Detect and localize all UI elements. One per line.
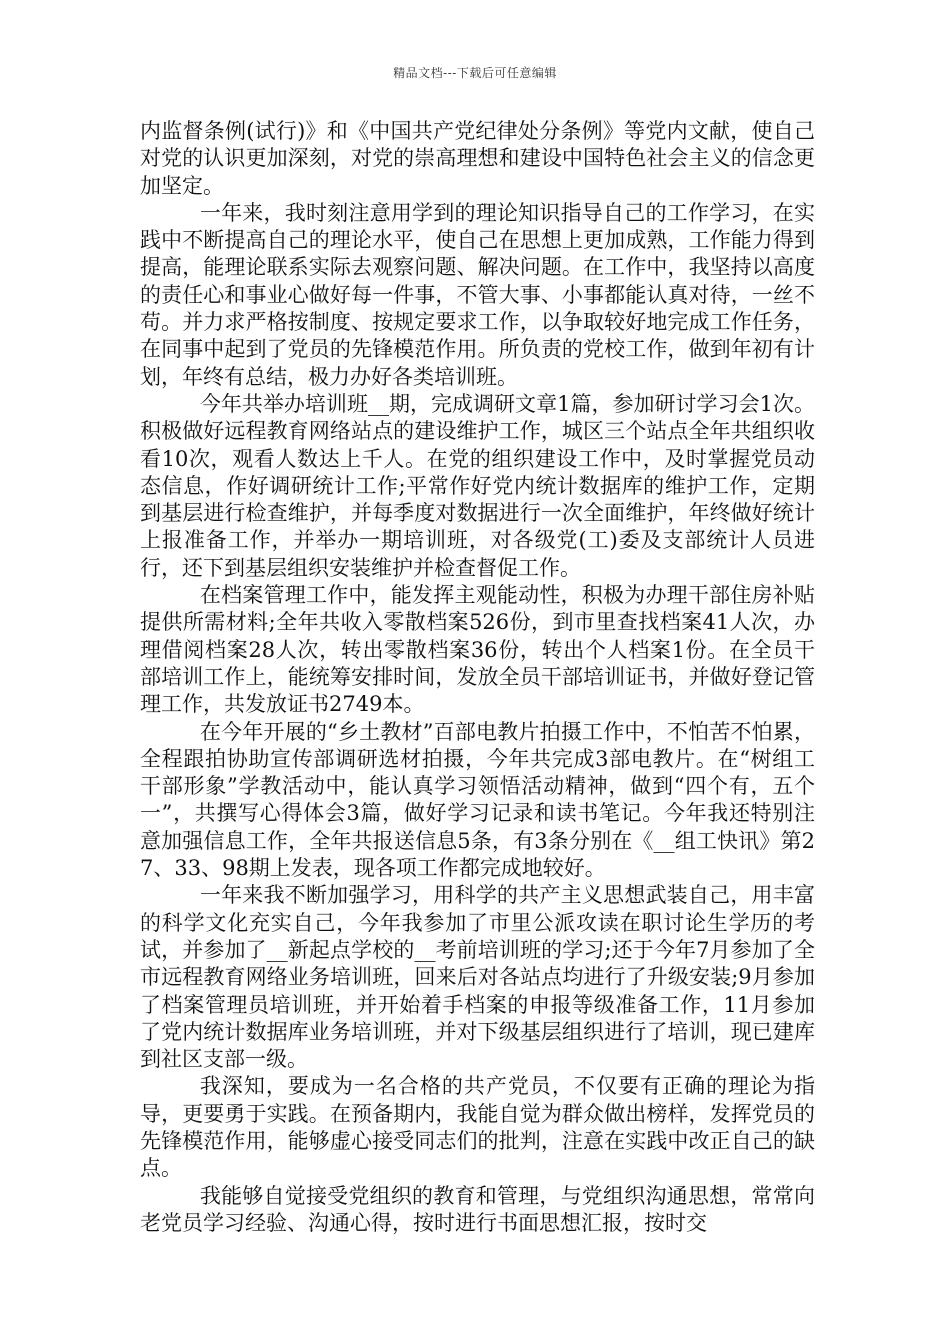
paragraph-7: 我深知，要成为一名合格的共产党员，不仅要有正确的理论为指导，更要勇于实践。在预备期内，我能自觉为群众做出榜样，发挥党员的先锋模范作用，能够虚心接受同志们的批判，注意在实践中改正自己的缺点。 bbox=[140, 1074, 815, 1181]
paragraph-4: 在档案管理工作中，能发挥主观能动性，积极为办理干部住房补贴提供所需材料;全年共收入零散档案526份，到市里查找档案41人次，办理借阅档案28人次，转出零散档案36份，转出个人档案1份。在全员干部培训工作上，能统筹安排时间，发放全员干部培训证书，并做好登记管理工作，共发放证书2749本。 bbox=[140, 583, 815, 717]
page-header: 精品文档---下载后可任意编辑 bbox=[393, 66, 557, 80]
paragraph-3: 今年共举办培训班__期，完成调研文章1篇，参加研讨学习会1次。积极做好远程教育网络站点的建设维护工作，城区三个站点全年共组织收看10次，观看人数达上千人。在党的组织建设工作中，及时掌握党员动态信息，作好调研统计工作;平常作好党内统计数据库的维护工作，定期到基层进行检查维护，并每季度对数据进行一次全面维护，年终做好统计上报准备工作，并举办一期培训班，对各级党(工)委及支部统计人员进行，还下到基层组织安装维护并检查督促工作。 bbox=[140, 391, 815, 580]
paragraph-5: 在今年开展的“乡土教材”百部电教片拍摄工作中，不怕苦不怕累，全程跟拍协助宣传部调研选材拍摄，今年共完成3部电教片。在“树组工干部形象”学教活动中，能认真学习领悟活动精神，做到“四个有，五个一”，共撰写心得体会3篇，做好学习记录和读书笔记。今年我还特别注意加强信息工作，全年共报送信息5条，有3条分别在《__组工快讯》第27、33、98期上发表，现各项工作都完成地较好。 bbox=[140, 719, 815, 881]
paragraph-1: 内监督条例(试行)》和《中国共产党纪律处分条例》等党内文献，使自己对党的认识更加深刻，对党的崇高理想和建设中国特色社会主义的信念更加坚定。 bbox=[140, 119, 815, 198]
paragraph-8: 我能够自觉接受党组织的教育和管理，与党组织沟通思想，常常向老党员学习经验、沟通心得，按时进行书面思想汇报，按时交 bbox=[140, 1183, 815, 1235]
paragraph-2: 一年来，我时刻注意用学到的理论知识指导自己的工作学习，在实践中不断提高自己的理论水平，使自己在思想上更加成熟，工作能力得到提高，能理论联系实际去观察问题、解决问题。在工作中，我坚持以高度的责任心和事业心做好每一件事，不管大事、小事都能认真对待，一丝不苟。并力求严格按制度、按规定要求工作，以争取较好地完成工作任务，在同事中起到了党员的先锋模范作用。所负责的党校工作，做到年初有计划，年终有总结，极力办好各类培训班。 bbox=[140, 200, 815, 389]
document-body bbox=[140, 118, 815, 1237]
paragraph-6: 一年来我不断加强学习，用科学的共产主义思想武装自己，用丰富的科学文化充实自己，今年我参加了市里公派攻读在职讨论生学历的考试，并参加了__新起点学校的__考前培训班的学习;还于今年7月参加了全市远程教育网络业务培训班，回来后对各站点均进行了升级安装;9月参加了档案管理员培训班，并开始着手档案的申报等级准备工作，11月参加了党内统计数据库业务培训班，并对下级基层组织进行了培训，现已建库到社区支部一级。 bbox=[140, 883, 815, 1072]
